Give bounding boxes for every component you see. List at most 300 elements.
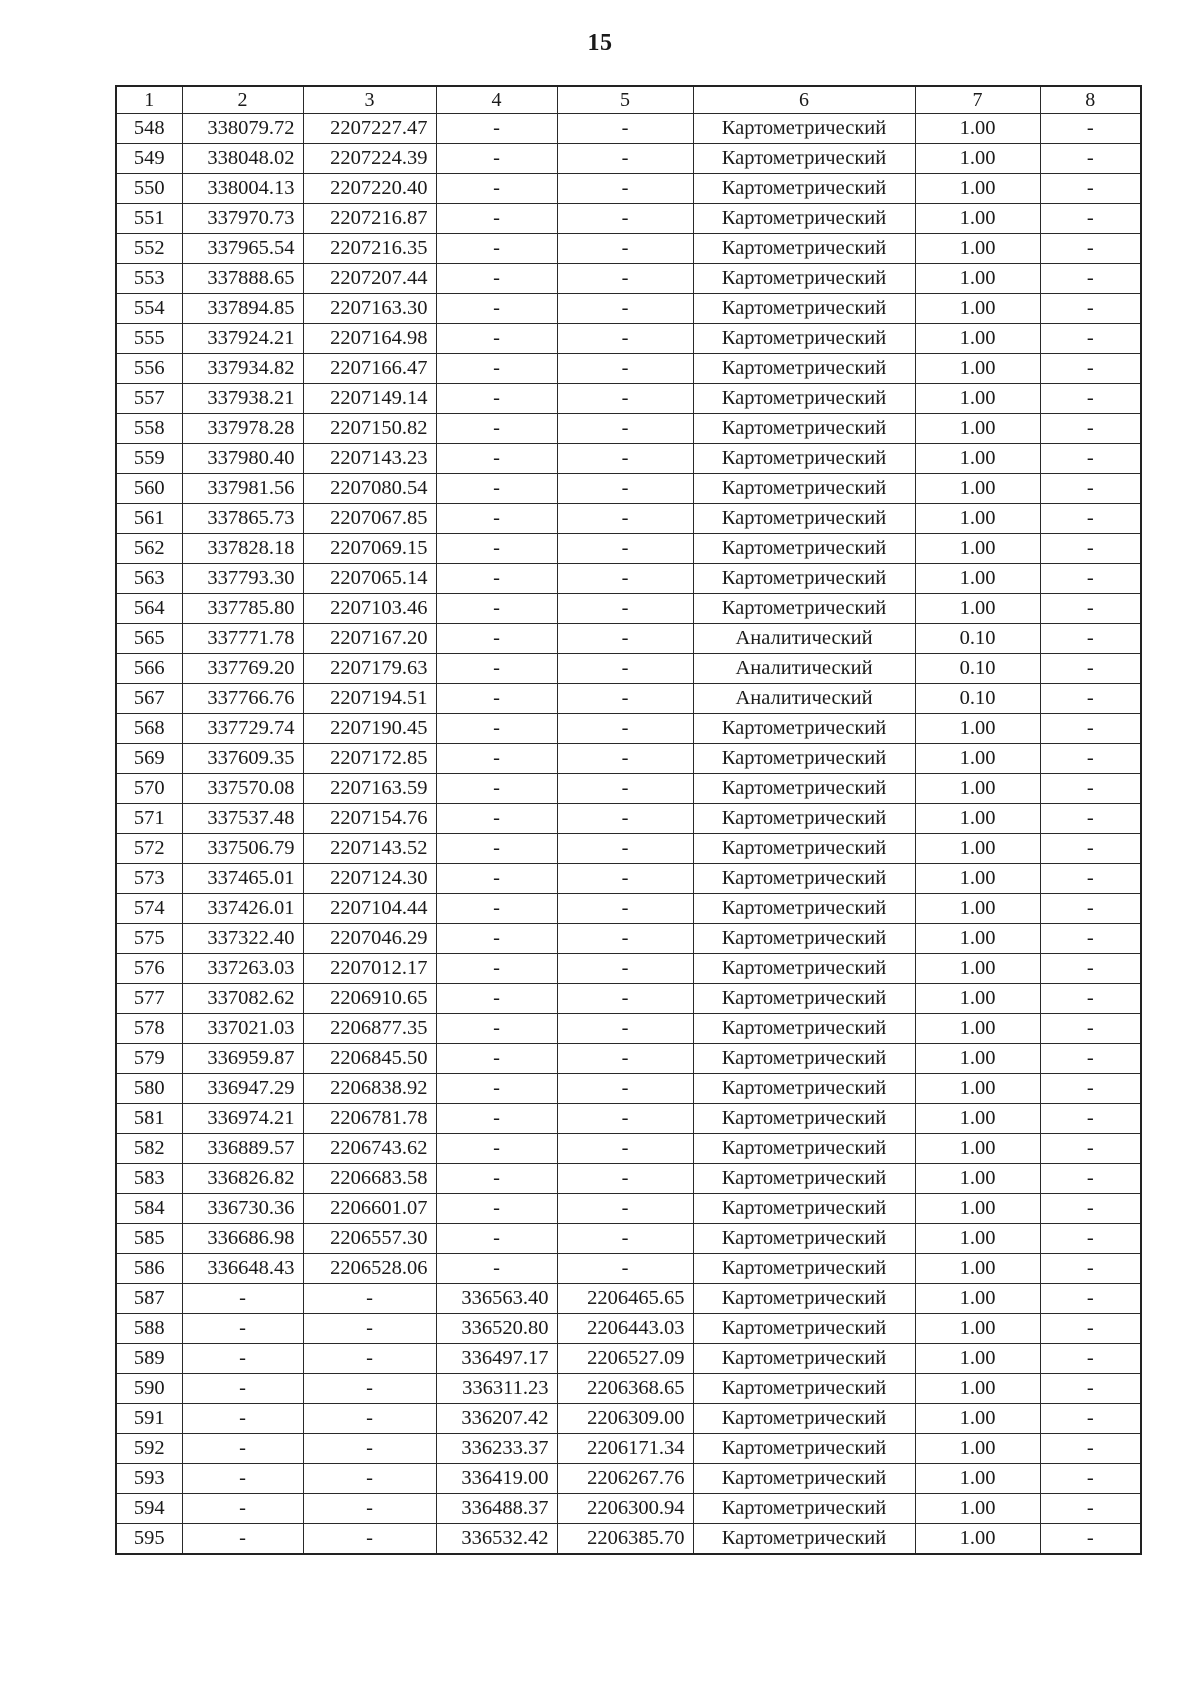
note-cell: - xyxy=(1040,984,1141,1014)
point-number-cell: 555 xyxy=(116,324,182,354)
new-y-cell: - xyxy=(557,444,693,474)
new-y-cell: - xyxy=(557,924,693,954)
new-y-cell: - xyxy=(557,1134,693,1164)
method-cell: Картометрический xyxy=(693,324,915,354)
point-number-cell: 577 xyxy=(116,984,182,1014)
table-row xyxy=(116,1464,1141,1494)
table-row xyxy=(116,174,1141,204)
point-number-cell: 590 xyxy=(116,1374,182,1404)
method-cell: Картометрический xyxy=(693,1314,915,1344)
new-y-cell: - xyxy=(557,564,693,594)
coordinates-table xyxy=(115,85,1142,1555)
table-row xyxy=(116,414,1141,444)
accuracy-cell: 1.00 xyxy=(915,564,1040,594)
table-row xyxy=(116,264,1141,294)
existing-x-cell: 336947.29 xyxy=(182,1074,303,1104)
method-cell: Картометрический xyxy=(693,1284,915,1314)
new-x-cell: - xyxy=(436,924,557,954)
new-y-cell: - xyxy=(557,1014,693,1044)
new-y-cell: - xyxy=(557,1104,693,1134)
table-row xyxy=(116,744,1141,774)
new-x-cell: - xyxy=(436,1104,557,1134)
existing-y-cell: 2207220.40 xyxy=(303,174,436,204)
point-number-cell: 553 xyxy=(116,264,182,294)
table-row xyxy=(116,834,1141,864)
method-cell: Картометрический xyxy=(693,1404,915,1434)
existing-y-cell: 2207167.20 xyxy=(303,624,436,654)
accuracy-cell: 1.00 xyxy=(915,264,1040,294)
new-x-cell: - xyxy=(436,744,557,774)
method-cell: Картометрический xyxy=(693,594,915,624)
new-y-cell: - xyxy=(557,624,693,654)
accuracy-cell: 1.00 xyxy=(915,1164,1040,1194)
point-number-cell: 572 xyxy=(116,834,182,864)
note-cell: - xyxy=(1040,144,1141,174)
column-header-2: 2 xyxy=(182,86,303,114)
table-row xyxy=(116,324,1141,354)
point-number-cell: 587 xyxy=(116,1284,182,1314)
new-x-cell: - xyxy=(436,294,557,324)
new-x-cell: - xyxy=(436,834,557,864)
existing-y-cell: 2207143.52 xyxy=(303,834,436,864)
method-cell: Картометрический xyxy=(693,744,915,774)
existing-x-cell: 337828.18 xyxy=(182,534,303,564)
new-y-cell: 2206443.03 xyxy=(557,1314,693,1344)
table-row xyxy=(116,504,1141,534)
existing-y-cell: 2207067.85 xyxy=(303,504,436,534)
accuracy-cell: 1.00 xyxy=(915,294,1040,324)
point-number-cell: 569 xyxy=(116,744,182,774)
point-number-cell: 556 xyxy=(116,354,182,384)
note-cell: - xyxy=(1040,444,1141,474)
method-cell: Картометрический xyxy=(693,234,915,264)
accuracy-cell: 1.00 xyxy=(915,984,1040,1014)
note-cell: - xyxy=(1040,1374,1141,1404)
new-x-cell: 336207.42 xyxy=(436,1404,557,1434)
new-x-cell: - xyxy=(436,414,557,444)
accuracy-cell: 1.00 xyxy=(915,1134,1040,1164)
existing-y-cell: - xyxy=(303,1344,436,1374)
existing-y-cell: 2207143.23 xyxy=(303,444,436,474)
accuracy-cell: 1.00 xyxy=(915,1284,1040,1314)
accuracy-cell: 1.00 xyxy=(915,1494,1040,1524)
method-cell: Картометрический xyxy=(693,1134,915,1164)
note-cell: - xyxy=(1040,1134,1141,1164)
method-cell: Картометрический xyxy=(693,1464,915,1494)
table-row xyxy=(116,384,1141,414)
note-cell: - xyxy=(1040,834,1141,864)
existing-x-cell: - xyxy=(182,1494,303,1524)
table-row xyxy=(116,984,1141,1014)
table-row xyxy=(116,294,1141,324)
method-cell: Картометрический xyxy=(693,264,915,294)
new-y-cell: - xyxy=(557,174,693,204)
existing-x-cell: 337537.48 xyxy=(182,804,303,834)
accuracy-cell: 1.00 xyxy=(915,1374,1040,1404)
existing-y-cell: 2206557.30 xyxy=(303,1224,436,1254)
new-y-cell: - xyxy=(557,294,693,324)
new-x-cell: 336419.00 xyxy=(436,1464,557,1494)
existing-y-cell: 2207065.14 xyxy=(303,564,436,594)
method-cell: Картометрический xyxy=(693,714,915,744)
method-cell: Картометрический xyxy=(693,534,915,564)
column-header-3: 3 xyxy=(303,86,436,114)
note-cell: - xyxy=(1040,1164,1141,1194)
existing-y-cell: 2207207.44 xyxy=(303,264,436,294)
accuracy-cell: 1.00 xyxy=(915,804,1040,834)
table-row xyxy=(116,1014,1141,1044)
accuracy-cell: 1.00 xyxy=(915,1014,1040,1044)
new-x-cell: 336488.37 xyxy=(436,1494,557,1524)
existing-x-cell: 337938.21 xyxy=(182,384,303,414)
table-row xyxy=(116,204,1141,234)
existing-y-cell: 2206845.50 xyxy=(303,1044,436,1074)
method-cell: Картометрический xyxy=(693,1194,915,1224)
new-y-cell: - xyxy=(557,954,693,984)
existing-x-cell: 338079.72 xyxy=(182,114,303,144)
method-cell: Картометрический xyxy=(693,774,915,804)
method-cell: Картометрический xyxy=(693,1254,915,1284)
accuracy-cell: 0.10 xyxy=(915,624,1040,654)
existing-y-cell: 2206528.06 xyxy=(303,1254,436,1284)
new-x-cell: - xyxy=(436,984,557,1014)
method-cell: Картометрический xyxy=(693,924,915,954)
column-header-6: 6 xyxy=(693,86,915,114)
new-x-cell: - xyxy=(436,564,557,594)
new-y-cell: - xyxy=(557,984,693,1014)
table-row xyxy=(116,804,1141,834)
accuracy-cell: 1.00 xyxy=(915,1254,1040,1284)
new-x-cell: - xyxy=(436,954,557,984)
new-x-cell: - xyxy=(436,264,557,294)
new-y-cell: - xyxy=(557,1074,693,1104)
existing-x-cell: 337785.80 xyxy=(182,594,303,624)
existing-y-cell: 2207179.63 xyxy=(303,654,436,684)
new-x-cell: - xyxy=(436,114,557,144)
point-number-cell: 565 xyxy=(116,624,182,654)
note-cell: - xyxy=(1040,114,1141,144)
existing-y-cell: - xyxy=(303,1524,436,1555)
note-cell: - xyxy=(1040,174,1141,204)
new-y-cell: 2206267.76 xyxy=(557,1464,693,1494)
note-cell: - xyxy=(1040,1404,1141,1434)
point-number-cell: 579 xyxy=(116,1044,182,1074)
new-x-cell: - xyxy=(436,714,557,744)
point-number-cell: 573 xyxy=(116,864,182,894)
existing-x-cell: 337965.54 xyxy=(182,234,303,264)
method-cell: Картометрический xyxy=(693,414,915,444)
table-row xyxy=(116,924,1141,954)
existing-y-cell: 2206601.07 xyxy=(303,1194,436,1224)
table-row xyxy=(116,1314,1141,1344)
existing-x-cell: 337021.03 xyxy=(182,1014,303,1044)
new-x-cell: 336563.40 xyxy=(436,1284,557,1314)
point-number-cell: 586 xyxy=(116,1254,182,1284)
existing-y-cell: - xyxy=(303,1434,436,1464)
new-x-cell: - xyxy=(436,1194,557,1224)
accuracy-cell: 1.00 xyxy=(915,744,1040,774)
accuracy-cell: 1.00 xyxy=(915,204,1040,234)
existing-x-cell: - xyxy=(182,1434,303,1464)
accuracy-cell: 1.00 xyxy=(915,354,1040,384)
new-x-cell: - xyxy=(436,684,557,714)
existing-y-cell: - xyxy=(303,1284,436,1314)
new-y-cell: - xyxy=(557,594,693,624)
existing-x-cell: - xyxy=(182,1314,303,1344)
new-y-cell: - xyxy=(557,354,693,384)
accuracy-cell: 1.00 xyxy=(915,174,1040,204)
point-number-cell: 578 xyxy=(116,1014,182,1044)
accuracy-cell: 1.00 xyxy=(915,444,1040,474)
new-x-cell: - xyxy=(436,354,557,384)
table-row xyxy=(116,1074,1141,1104)
new-y-cell: - xyxy=(557,264,693,294)
table-row xyxy=(116,894,1141,924)
new-y-cell: - xyxy=(557,834,693,864)
point-number-cell: 592 xyxy=(116,1434,182,1464)
existing-x-cell: 336686.98 xyxy=(182,1224,303,1254)
accuracy-cell: 1.00 xyxy=(915,474,1040,504)
new-x-cell: - xyxy=(436,864,557,894)
point-number-cell: 595 xyxy=(116,1524,182,1555)
note-cell: - xyxy=(1040,1014,1141,1044)
point-number-cell: 584 xyxy=(116,1194,182,1224)
existing-x-cell: 337322.40 xyxy=(182,924,303,954)
note-cell: - xyxy=(1040,564,1141,594)
method-cell: Картометрический xyxy=(693,834,915,864)
existing-y-cell: 2207194.51 xyxy=(303,684,436,714)
accuracy-cell: 1.00 xyxy=(915,1104,1040,1134)
point-number-cell: 566 xyxy=(116,654,182,684)
point-number-cell: 591 xyxy=(116,1404,182,1434)
new-y-cell: - xyxy=(557,144,693,174)
existing-y-cell: 2206910.65 xyxy=(303,984,436,1014)
existing-y-cell: 2206781.78 xyxy=(303,1104,436,1134)
note-cell: - xyxy=(1040,774,1141,804)
method-cell: Картометрический xyxy=(693,1434,915,1464)
accuracy-cell: 1.00 xyxy=(915,924,1040,954)
accuracy-cell: 1.00 xyxy=(915,324,1040,354)
existing-x-cell: 337729.74 xyxy=(182,714,303,744)
table-row xyxy=(116,1404,1141,1434)
point-number-cell: 562 xyxy=(116,534,182,564)
new-y-cell: 2206309.00 xyxy=(557,1404,693,1434)
point-number-cell: 588 xyxy=(116,1314,182,1344)
accuracy-cell: 1.00 xyxy=(915,1224,1040,1254)
table-row xyxy=(116,1194,1141,1224)
note-cell: - xyxy=(1040,1224,1141,1254)
new-x-cell: - xyxy=(436,534,557,564)
existing-x-cell: 337465.01 xyxy=(182,864,303,894)
new-x-cell: - xyxy=(436,1164,557,1194)
accuracy-cell: 1.00 xyxy=(915,1524,1040,1555)
existing-x-cell: 337934.82 xyxy=(182,354,303,384)
existing-x-cell: 337924.21 xyxy=(182,324,303,354)
existing-y-cell: 2207216.87 xyxy=(303,204,436,234)
new-y-cell: - xyxy=(557,414,693,444)
point-number-cell: 567 xyxy=(116,684,182,714)
method-cell: Картометрический xyxy=(693,1044,915,1074)
table-row xyxy=(116,1044,1141,1074)
existing-y-cell: 2207216.35 xyxy=(303,234,436,264)
note-cell: - xyxy=(1040,1464,1141,1494)
note-cell: - xyxy=(1040,654,1141,684)
existing-x-cell: 337570.08 xyxy=(182,774,303,804)
existing-x-cell: 336730.36 xyxy=(182,1194,303,1224)
note-cell: - xyxy=(1040,714,1141,744)
new-y-cell: - xyxy=(557,234,693,264)
table-row xyxy=(116,564,1141,594)
new-y-cell: - xyxy=(557,684,693,714)
note-cell: - xyxy=(1040,1074,1141,1104)
method-cell: Картометрический xyxy=(693,474,915,504)
table-row xyxy=(116,1134,1141,1164)
new-y-cell: - xyxy=(557,1254,693,1284)
point-number-cell: 557 xyxy=(116,384,182,414)
new-y-cell: - xyxy=(557,804,693,834)
table-row xyxy=(116,624,1141,654)
accuracy-cell: 1.00 xyxy=(915,1404,1040,1434)
note-cell: - xyxy=(1040,1494,1141,1524)
new-y-cell: - xyxy=(557,864,693,894)
method-cell: Картометрический xyxy=(693,894,915,924)
table-row xyxy=(116,234,1141,264)
point-number-cell: 548 xyxy=(116,114,182,144)
new-x-cell: - xyxy=(436,774,557,804)
new-x-cell: - xyxy=(436,474,557,504)
note-cell: - xyxy=(1040,624,1141,654)
accuracy-cell: 1.00 xyxy=(915,594,1040,624)
new-y-cell: - xyxy=(557,1164,693,1194)
new-x-cell: - xyxy=(436,444,557,474)
existing-y-cell: 2207163.30 xyxy=(303,294,436,324)
point-number-cell: 552 xyxy=(116,234,182,264)
existing-y-cell: 2207164.98 xyxy=(303,324,436,354)
existing-y-cell: 2206838.92 xyxy=(303,1074,436,1104)
table-row xyxy=(116,684,1141,714)
existing-x-cell: 336826.82 xyxy=(182,1164,303,1194)
note-cell: - xyxy=(1040,1194,1141,1224)
table-row xyxy=(116,864,1141,894)
method-cell: Картометрический xyxy=(693,504,915,534)
new-y-cell: - xyxy=(557,744,693,774)
note-cell: - xyxy=(1040,894,1141,924)
method-cell: Картометрический xyxy=(693,294,915,324)
method-cell: Аналитический xyxy=(693,624,915,654)
existing-y-cell: 2207069.15 xyxy=(303,534,436,564)
new-x-cell: - xyxy=(436,594,557,624)
column-header-8: 8 xyxy=(1040,86,1141,114)
note-cell: - xyxy=(1040,954,1141,984)
new-x-cell: - xyxy=(436,1134,557,1164)
existing-x-cell: - xyxy=(182,1524,303,1555)
table-row xyxy=(116,594,1141,624)
new-y-cell: 2206300.94 xyxy=(557,1494,693,1524)
accuracy-cell: 1.00 xyxy=(915,234,1040,264)
accuracy-cell: 1.00 xyxy=(915,834,1040,864)
accuracy-cell: 1.00 xyxy=(915,714,1040,744)
new-y-cell: - xyxy=(557,1224,693,1254)
table-row xyxy=(116,1284,1141,1314)
accuracy-cell: 1.00 xyxy=(915,1194,1040,1224)
new-x-cell: 336532.42 xyxy=(436,1524,557,1555)
page-number: 15 xyxy=(587,30,613,56)
new-x-cell: - xyxy=(436,1224,557,1254)
point-number-cell: 558 xyxy=(116,414,182,444)
method-cell: Картометрический xyxy=(693,1494,915,1524)
new-y-cell: - xyxy=(557,654,693,684)
existing-y-cell: 2207163.59 xyxy=(303,774,436,804)
point-number-cell: 560 xyxy=(116,474,182,504)
method-cell: Картометрический xyxy=(693,384,915,414)
table-row xyxy=(116,1164,1141,1194)
method-cell: Картометрический xyxy=(693,1224,915,1254)
existing-x-cell: 337980.40 xyxy=(182,444,303,474)
table-body xyxy=(116,114,1141,1555)
point-number-cell: 582 xyxy=(116,1134,182,1164)
point-number-cell: 563 xyxy=(116,564,182,594)
existing-x-cell: - xyxy=(182,1404,303,1434)
table-row xyxy=(116,1494,1141,1524)
table-row xyxy=(116,474,1141,504)
existing-x-cell: 337865.73 xyxy=(182,504,303,534)
column-header-1: 1 xyxy=(116,86,182,114)
existing-x-cell: 338004.13 xyxy=(182,174,303,204)
existing-y-cell: 2207224.39 xyxy=(303,144,436,174)
existing-y-cell: 2207149.14 xyxy=(303,384,436,414)
existing-x-cell: 337506.79 xyxy=(182,834,303,864)
existing-y-cell: 2207172.85 xyxy=(303,744,436,774)
existing-x-cell: 337771.78 xyxy=(182,624,303,654)
point-number-cell: 593 xyxy=(116,1464,182,1494)
table-row xyxy=(116,1104,1141,1134)
new-x-cell: - xyxy=(436,384,557,414)
new-x-cell: - xyxy=(436,624,557,654)
method-cell: Картометрический xyxy=(693,954,915,984)
existing-y-cell: 2206683.58 xyxy=(303,1164,436,1194)
note-cell: - xyxy=(1040,534,1141,564)
column-header-7: 7 xyxy=(915,86,1040,114)
existing-x-cell: 337978.28 xyxy=(182,414,303,444)
point-number-cell: 583 xyxy=(116,1164,182,1194)
accuracy-cell: 0.10 xyxy=(915,684,1040,714)
new-x-cell: - xyxy=(436,1014,557,1044)
existing-y-cell: 2206877.35 xyxy=(303,1014,436,1044)
accuracy-cell: 1.00 xyxy=(915,534,1040,564)
existing-x-cell: 337769.20 xyxy=(182,654,303,684)
new-y-cell: - xyxy=(557,114,693,144)
note-cell: - xyxy=(1040,1284,1141,1314)
existing-y-cell: 2207124.30 xyxy=(303,864,436,894)
method-cell: Картометрический xyxy=(693,1374,915,1404)
new-y-cell: - xyxy=(557,894,693,924)
note-cell: - xyxy=(1040,594,1141,624)
method-cell: Картометрический xyxy=(693,864,915,894)
method-cell: Картометрический xyxy=(693,1524,915,1555)
note-cell: - xyxy=(1040,354,1141,384)
note-cell: - xyxy=(1040,1044,1141,1074)
point-number-cell: 585 xyxy=(116,1224,182,1254)
new-x-cell: - xyxy=(436,174,557,204)
accuracy-cell: 1.00 xyxy=(915,774,1040,804)
new-y-cell: - xyxy=(557,714,693,744)
table-row xyxy=(116,354,1141,384)
accuracy-cell: 1.00 xyxy=(915,504,1040,534)
table-row xyxy=(116,114,1141,144)
new-x-cell: - xyxy=(436,1044,557,1074)
note-cell: - xyxy=(1040,384,1141,414)
method-cell: Картометрический xyxy=(693,804,915,834)
